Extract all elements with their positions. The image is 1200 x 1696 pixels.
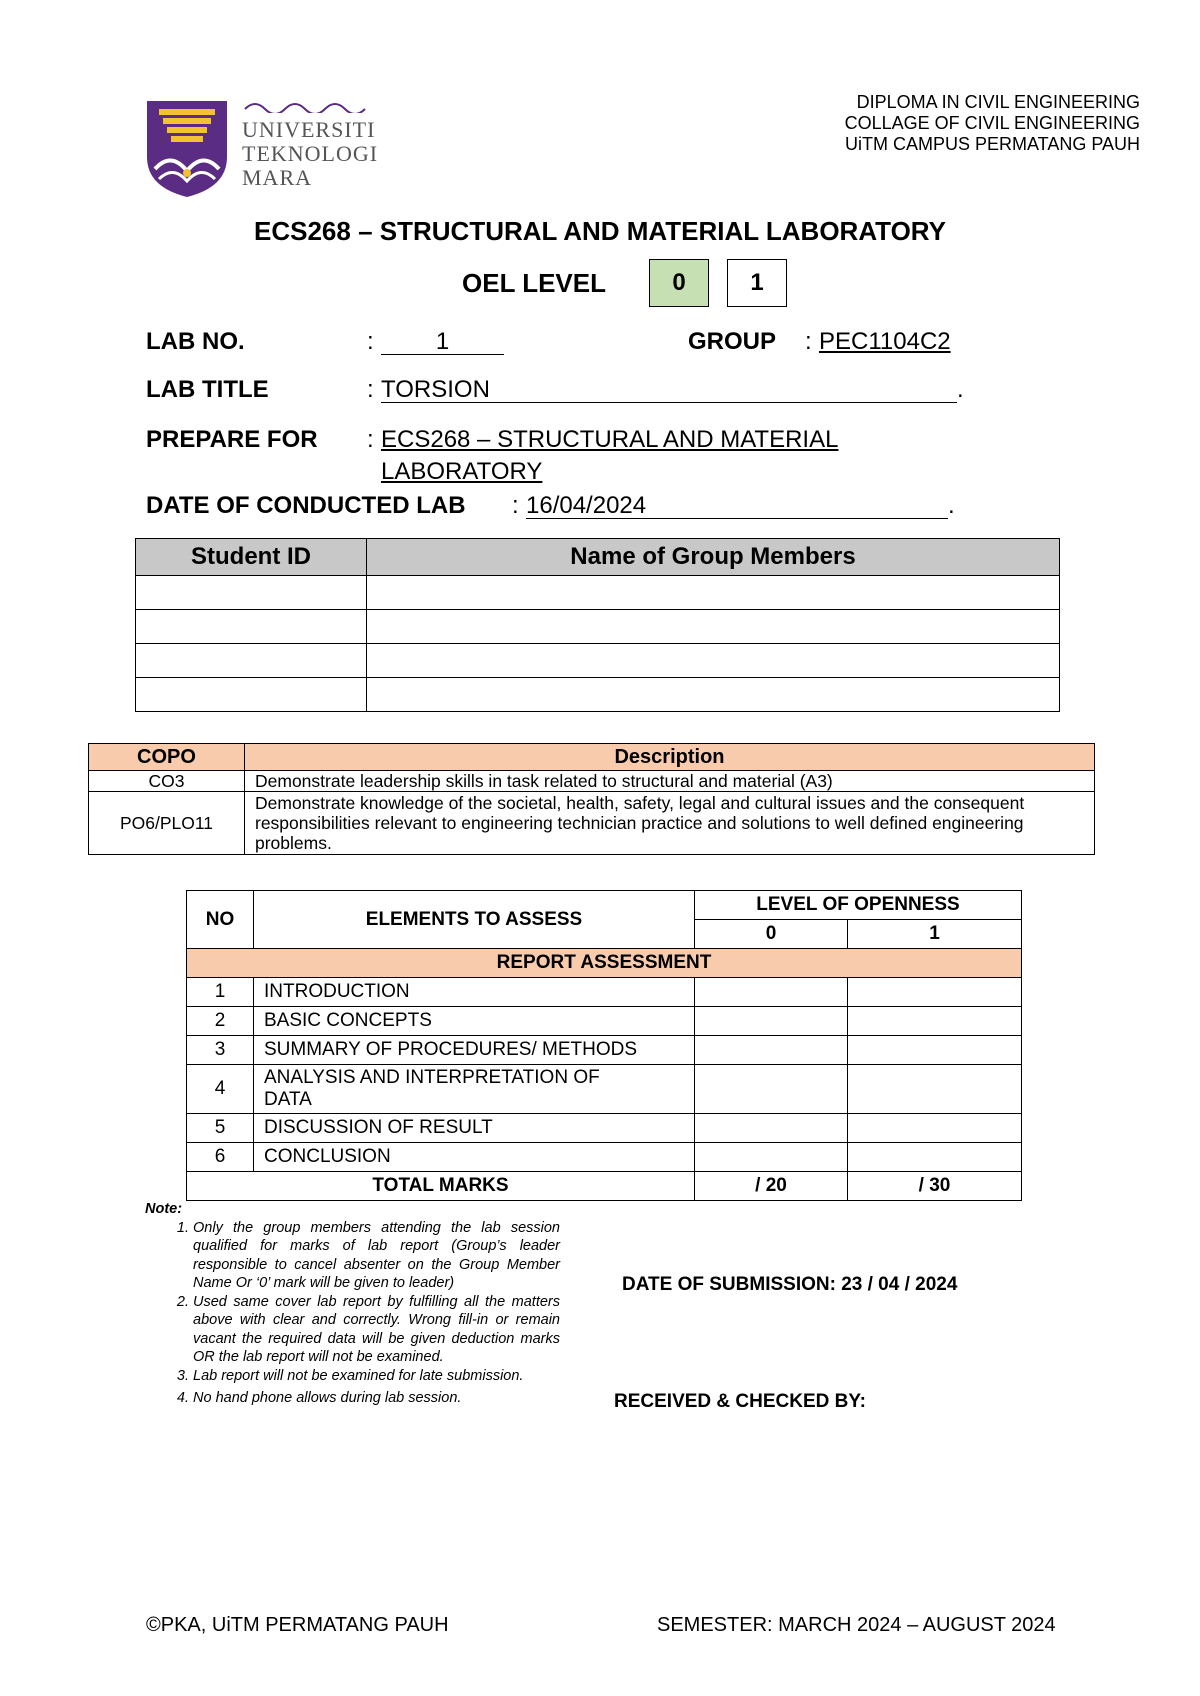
group-value: PEC1104C2 — [819, 328, 951, 355]
document-title: ECS268 – STRUCTURAL AND MATERIAL LABORATORY — [254, 216, 946, 246]
assess-row — [187, 1036, 1022, 1065]
assess-element: DISCUSSION OF RESULT — [254, 1114, 695, 1143]
total-marks-level-0: / 20 — [695, 1172, 848, 1201]
members-header-row — [136, 539, 1060, 576]
student-id-header: Student ID — [136, 539, 367, 576]
assess-element: SUMMARY OF PROCEDURES/ METHODS — [254, 1036, 695, 1065]
institution-header — [845, 92, 1140, 155]
note-item: 3. Lab report will not be examined for late submission. — [193, 1367, 560, 1386]
member-name-cell — [367, 644, 1060, 678]
mark-cell-1 — [848, 1114, 1022, 1143]
assess-element: INTRODUCTION — [254, 978, 695, 1007]
description-header: Description — [245, 744, 1095, 771]
student-id-cell — [136, 678, 367, 712]
total-row — [187, 1172, 1022, 1201]
member-name-header: Name of Group Members — [367, 539, 1060, 576]
prepare-for-value-2: LABORATORY — [381, 458, 543, 485]
header-line1: DIPLOMA IN CIVIL ENGINEERING — [856, 92, 1140, 112]
header-line2: COLLAGE OF CIVIL ENGINEERING — [844, 113, 1140, 133]
date-conducted-period: . — [948, 492, 955, 519]
assess-row — [187, 978, 1022, 1007]
assess-row — [187, 1143, 1022, 1172]
assess-no: 1 — [187, 978, 254, 1007]
members-row — [136, 576, 1060, 610]
copo-row — [89, 792, 1095, 855]
uitm-logo — [145, 97, 395, 201]
group-members-table — [135, 538, 1060, 712]
copo-header-row — [89, 744, 1095, 771]
footer-right: SEMESTER: MARCH 2024 – AUGUST 2024 — [657, 1614, 1056, 1636]
prepare-for-value-1: ECS268 – STRUCTURAL AND MATERIAL — [381, 426, 839, 453]
assess-row — [187, 1114, 1022, 1143]
assess-no: 6 — [187, 1143, 254, 1172]
copo-description: Demonstrate leadership skills in task related to structural and material (A3) — [245, 771, 1095, 792]
assess-row — [187, 1007, 1022, 1036]
oel-level-1-box: 1 — [727, 259, 787, 307]
date-conducted-colon: : — [512, 492, 519, 519]
date-conducted-label: DATE OF CONDUCTED LAB — [146, 492, 466, 519]
member-name-cell — [367, 678, 1060, 712]
note-item: 4. No hand phone allows during lab session. — [193, 1389, 560, 1408]
assess-no: 3 — [187, 1036, 254, 1065]
members-row — [136, 610, 1060, 644]
total-marks-level-1: / 30 — [848, 1172, 1022, 1201]
assess-no: 5 — [187, 1114, 254, 1143]
level-0-header: 0 — [695, 920, 848, 949]
report-assessment-section: REPORT ASSESSMENT — [187, 949, 1022, 978]
logo-text-line3: MARA — [242, 165, 313, 190]
uitm-crest-icon — [145, 99, 229, 199]
assess-element: BASIC CONCEPTS — [254, 1007, 695, 1036]
note-title: Note: — [145, 1201, 183, 1217]
logo-text-line1: UNIVERSITI — [242, 117, 376, 142]
student-id-cell — [136, 644, 367, 678]
members-row — [136, 644, 1060, 678]
student-id-cell — [136, 610, 367, 644]
group-label: GROUP — [688, 328, 777, 355]
footer-left: ©PKA, UiTM PERMATANG PAUH — [146, 1614, 449, 1636]
assess-no: 4 — [187, 1065, 254, 1114]
copo-row — [89, 771, 1095, 792]
received-checked-by: RECEIVED & CHECKED BY: — [614, 1391, 866, 1412]
assess-no: 2 — [187, 1007, 254, 1036]
mark-cell-0 — [695, 978, 848, 1007]
mark-cell-0 — [695, 1007, 848, 1036]
note-list — [145, 1219, 560, 1408]
lab-no-colon: : — [367, 328, 374, 355]
section-row — [187, 949, 1022, 978]
openness-header: LEVEL OF OPENNESS — [695, 891, 1022, 920]
lab-title-label: LAB TITLE — [146, 376, 269, 403]
mark-cell-1 — [848, 1065, 1022, 1114]
copo-header: COPO — [89, 744, 245, 771]
mark-cell-1 — [848, 978, 1022, 1007]
prepare-for-label: PREPARE FOR — [146, 426, 318, 453]
elements-header: ELEMENTS TO ASSESS — [254, 891, 695, 949]
assess-header-row — [187, 891, 1022, 920]
assess-element: CONCLUSION — [254, 1143, 695, 1172]
student-id-cell — [136, 576, 367, 610]
note-item: 2. Used same cover lab report by fulfilling all the matters above with clear and correctly. Wrong fill-in or remain vacant the required data will be given deduction marks OR the lab report will not be examined. — [193, 1293, 560, 1367]
copo-table — [88, 743, 1095, 855]
member-name-cell — [367, 576, 1060, 610]
prepare-for-colon: : — [367, 426, 374, 453]
lab-title-value: TORSION — [381, 376, 957, 403]
level-1-header: 1 — [848, 920, 1022, 949]
logo-text-line2: TEKNOLOGI — [242, 141, 379, 166]
copo-code: PO6/PLO11 — [89, 792, 245, 855]
group-colon: : — [805, 328, 812, 355]
note-item: 1. Only the group members attending the lab session qualified for marks of lab report (Group’s leader responsible to cancel absenter on the Group Member Name Or ‘0’ mark will be given to leader) — [193, 1219, 560, 1293]
date-conducted-value: 16/04/2024 — [526, 492, 948, 519]
lab-no-label: LAB NO. — [146, 328, 245, 355]
lab-title-colon: : — [367, 376, 374, 403]
header-line3: UiTM CAMPUS PERMATANG PAUH — [844, 134, 1140, 154]
lab-no-value: 1 — [381, 328, 504, 355]
mark-cell-0 — [695, 1114, 848, 1143]
date-of-submission: DATE OF SUBMISSION: 23 / 04 / 2024 — [622, 1274, 958, 1295]
copo-description: Demonstrate knowledge of the societal, health, safety, legal and cultural issues and the consequent responsibilities relevant to engineering technician practice and solutions to well defined engineering problems. — [245, 792, 1095, 855]
members-row — [136, 678, 1060, 712]
mark-cell-0 — [695, 1036, 848, 1065]
assessment-table — [186, 890, 1022, 1201]
assess-element: ANALYSIS AND INTERPRETATION OF DATA — [254, 1065, 695, 1114]
mark-cell-1 — [848, 1036, 1022, 1065]
oel-level-label: OEL LEVEL — [462, 268, 606, 298]
lab-title-period: . — [957, 376, 964, 403]
mark-cell-0 — [695, 1065, 848, 1114]
logo-jawi-script — [243, 97, 375, 111]
mark-cell-1 — [848, 1007, 1022, 1036]
no-header: NO — [187, 891, 254, 949]
copo-code: CO3 — [89, 771, 245, 792]
mark-cell-1 — [848, 1143, 1022, 1172]
total-marks-label: TOTAL MARKS — [187, 1172, 695, 1201]
oel-level-0-box: 0 — [649, 259, 709, 307]
mark-cell-0 — [695, 1143, 848, 1172]
notes-section — [145, 1200, 560, 1408]
assess-row — [187, 1065, 1022, 1114]
member-name-cell — [367, 610, 1060, 644]
